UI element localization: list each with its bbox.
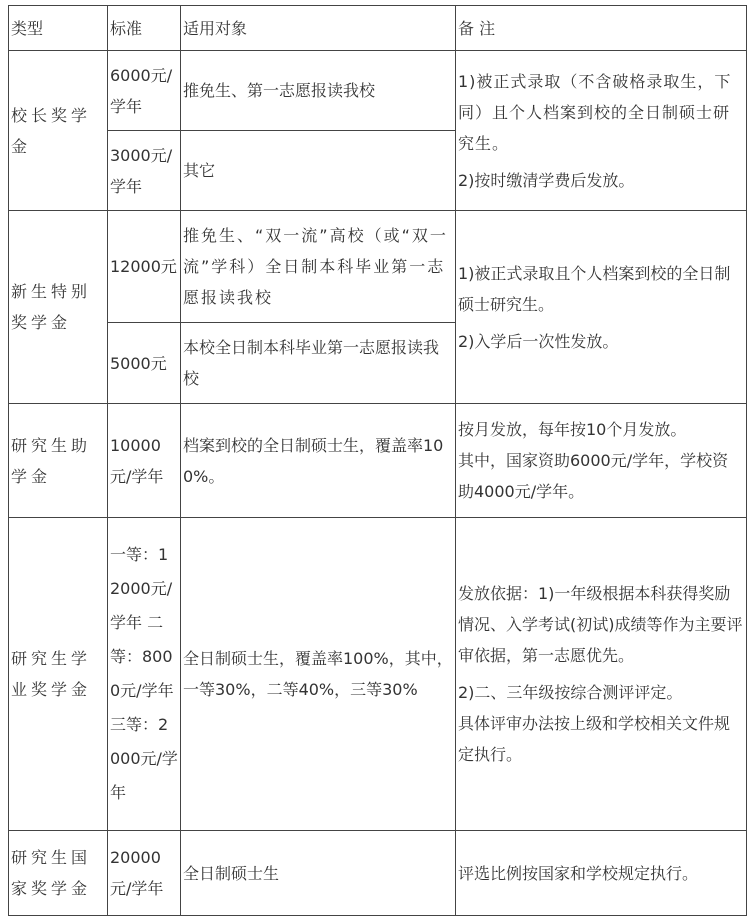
header-target: 适用对象 xyxy=(181,6,456,51)
table-row xyxy=(9,518,747,831)
note-cell: 评选比例按国家和学校规定执行。 xyxy=(456,831,747,916)
standard-cell: 6000元/学年 xyxy=(108,51,181,131)
target-cell: 全日制硕士生，覆盖率100%，其中，一等30%，二等40%，三等30% xyxy=(181,518,456,831)
header-row xyxy=(9,6,747,51)
header-type: 类型 xyxy=(9,6,108,51)
standard-cell: 10000元/学年 xyxy=(108,404,181,518)
type-cell: 校长奖学金 xyxy=(9,51,108,211)
note-cell xyxy=(456,51,747,211)
target-cell: 档案到校的全日制硕士生，覆盖率100%。 xyxy=(181,404,456,518)
note-text: 2)按时缴清学费后发放。 xyxy=(458,170,635,190)
note-text: 按月发放，每年按10个月发放。 xyxy=(458,420,687,439)
note-cell xyxy=(456,404,747,518)
note-text: 1)被正式录取且个人档案到校的全日制硕士研究生。 xyxy=(458,263,731,314)
target-cell: 推免生、第一志愿报读我校 xyxy=(181,51,456,131)
standard-cell: 5000元 xyxy=(108,323,181,404)
scholarship-table xyxy=(8,5,747,916)
target-cell: 推免生、“双一流”高校（或“双一流”学科）全日制本科毕业第一志愿报读我校 xyxy=(181,211,456,323)
standard-cell: 12000元 xyxy=(108,211,181,323)
type-cell: 研究生学业奖学金 xyxy=(9,518,108,831)
header-standard: 标准 xyxy=(108,6,181,51)
note-text: 2)二、三年级按综合测评评定。 xyxy=(458,683,683,702)
standard-cell: 一等：12000元/学年 二等：8000元/学年 三等：2000元/学年 xyxy=(108,518,181,831)
table-row xyxy=(9,404,747,518)
target-cell: 全日制硕士生 xyxy=(181,831,456,916)
target-cell: 本校全日制本科毕业第一志愿报读我校 xyxy=(181,323,456,404)
target-cell: 其它 xyxy=(181,131,456,211)
type-cell: 研究生助学金 xyxy=(9,404,108,518)
note-text: 具体评审办法按上级和学校相关文件规定执行。 xyxy=(458,714,731,764)
table-row xyxy=(9,51,747,131)
note-text: 发放依据：1)一年级根据本科获得奖励情况、入学考试(初试)成绩等作为主要评审依据，第一志愿优先。 xyxy=(458,584,743,665)
table-row xyxy=(9,211,747,323)
table-row xyxy=(9,831,747,916)
header-note: 备 注 xyxy=(456,6,747,51)
note-text: 其中，国家资助6000元/学年，学校资助4000元/学年。 xyxy=(458,451,729,501)
type-cell: 研究生国家奖学金 xyxy=(9,831,108,916)
note-cell xyxy=(456,518,747,831)
type-cell: 新生特别奖学金 xyxy=(9,211,108,404)
standard-cell: 20000元/学年 xyxy=(108,831,181,916)
standard-cell: 3000元/学年 xyxy=(108,131,181,211)
note-text: 1)被正式录取（不含破格录取生，下同）且个人档案到校的全日制硕士研究生。 xyxy=(458,71,732,153)
note-cell xyxy=(456,211,747,404)
note-text: 2)入学后一次性发放。 xyxy=(458,331,619,351)
